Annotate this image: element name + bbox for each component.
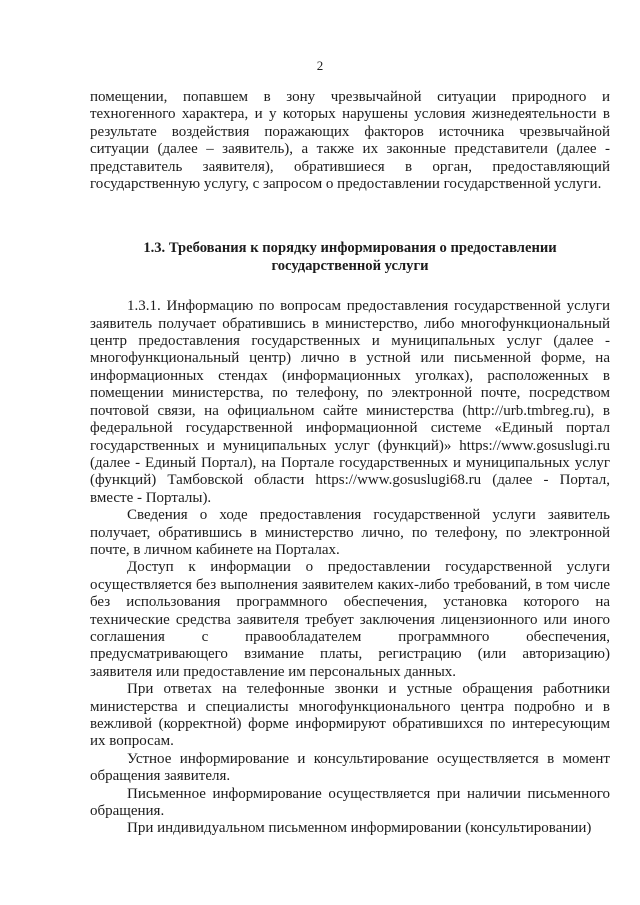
section-title (90, 240, 610, 275)
paragraph-1-3-1: 1.3.1. Информацию по вопросам предоставления государственной услуги заявитель получает обратившись в министерство, либо многофункциональный центр предоставления государственных и муниципальных услуг (далее - многофункциональный центр) лично в устной или письменной форме, на информационных стендах (информационных уголках), расположенных в помещении министерства, по телефону, по электронной почте, посредством почтовой связи, на официальном сайте министерства (http://urb.tmbreg.ru), в федеральной государственной информационной системе «Единый портал государственных и муниципальных услуг (функций)» https://www.gosuslugi.ru (далее - Единый Портал), на Портале государственных и муниципальных услуг (функций) Тамбовской области https://www.gosuslugi68.ru (далее - Портал, вместе - Порталы). (90, 298, 610, 506)
paragraph-oral-info: Устное информирование и консультирование осуществляется в момент обращения заявителя. (90, 750, 610, 785)
paragraph-written-info: Письменное информирование осуществляется при наличии письменного обращения. (90, 785, 610, 820)
section-title-line-1: 1.3. Требования к порядку информирования о предоставлении (143, 240, 557, 257)
paragraph-phone-answers: При ответах на телефонные звонки и устные обращения работники министерства и специалисты многофункционального центра подробно и в вежливой (корректной) форме информируют обратившихся по интересующим их вопросам. (90, 681, 610, 750)
paragraph-status-info: Сведения о ходе предоставления государственной услуги заявитель получает, обратившись в министерство лично, по телефону, по электронной почте, в личном кабинете на Порталах. (90, 507, 610, 558)
document-body (90, 89, 610, 838)
paragraph-individual-written: При индивидуальном письменном информировании (консультировании) (127, 820, 592, 837)
intro-paragraph: помещении, попавшем в зону чрезвычайной ситуации природного и техногенного характера, и у которых нарушены условия жизнедеятельности в результате воздействия поражающих факторов источника чрезвычайной ситуации (далее – заявитель), а также их законные представители (далее - представитель заявителя), обратившиеся в орган, предоставляющий государственную услугу, с запросом о предоставлении государственной услуги. (90, 89, 610, 193)
section-title-line-2: государственной услуги (271, 257, 429, 274)
page-number: 2 (316, 58, 324, 73)
paragraph-access: Доступ к информации о предоставлении государственной услуги осуществляется без выполнения заявителем каких-либо требований, в том числе без использования программного обеспечения, установка которого на технические средства заявителя требует заключения лицензионного или иного соглашения с правообладателем программного обеспечения, предусматривающего взимание платы, регистрацию (или авторизацию) заявителя или предоставление им персональных данных. (90, 559, 610, 680)
